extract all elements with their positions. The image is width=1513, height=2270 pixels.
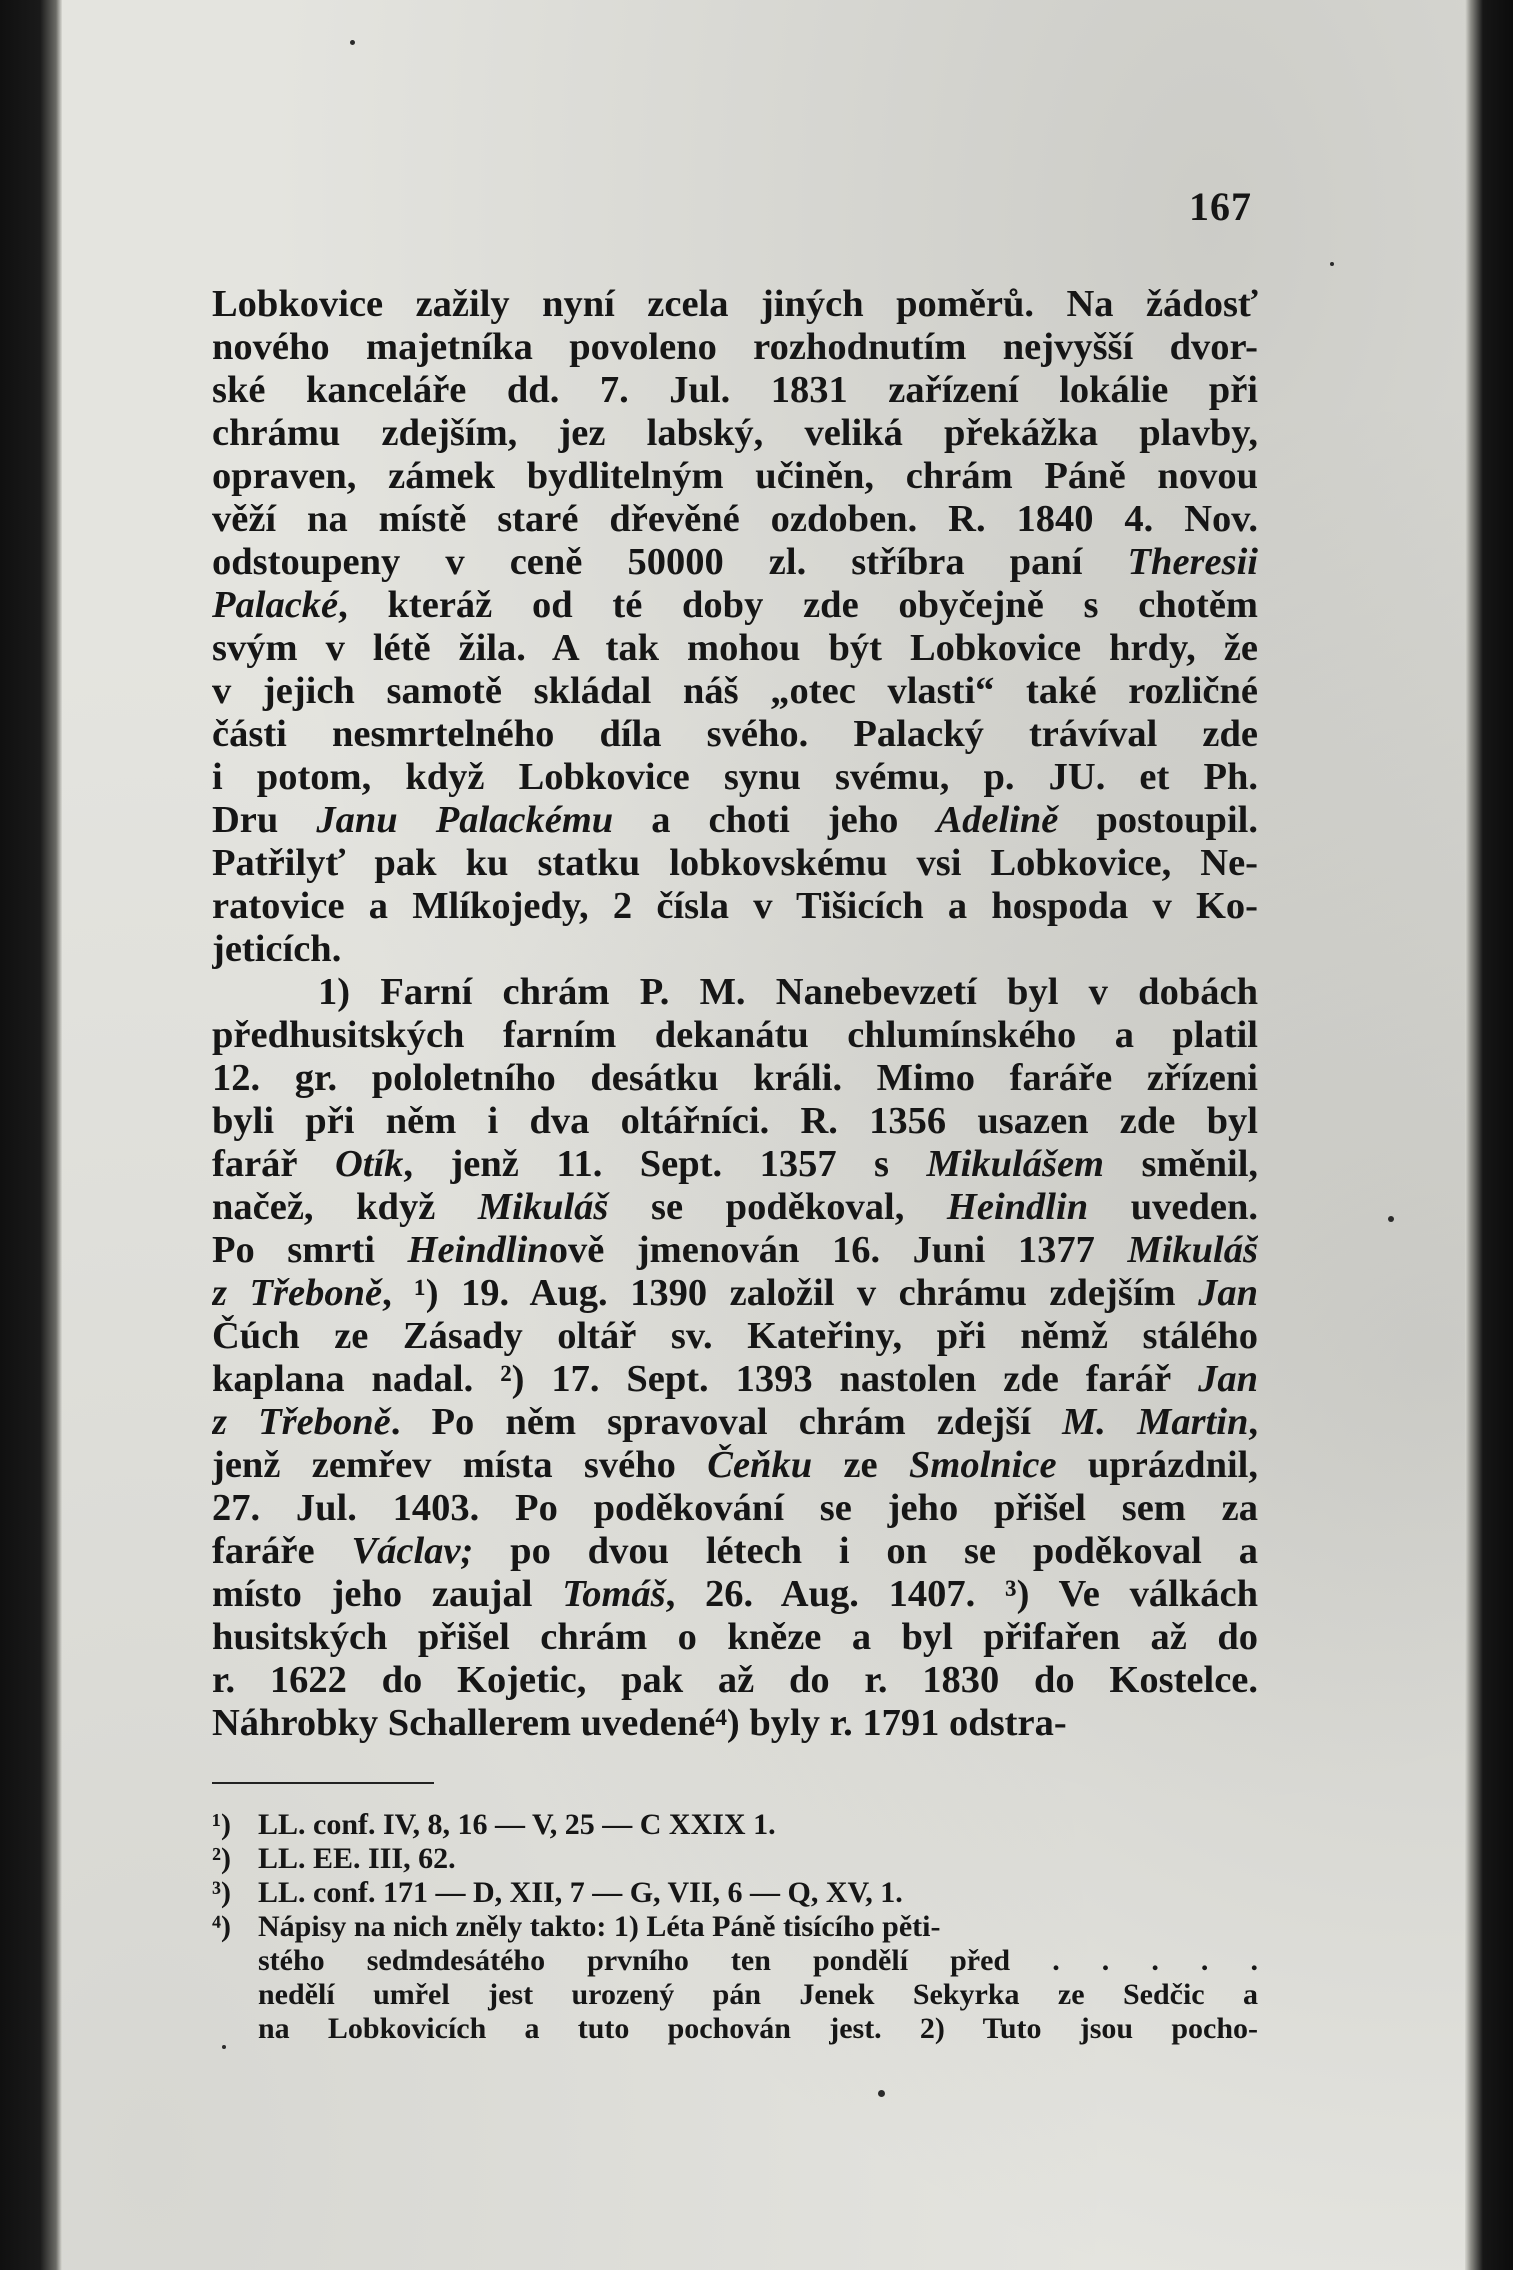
footnote (212, 1876, 1258, 1910)
binding-shadow-left (0, 0, 62, 2270)
footnote-mark: ²) (212, 1842, 231, 1875)
text-line: faráře Václav; po dvou létech i on se poděkoval a (212, 1530, 1258, 1572)
footnote-separator-rule (212, 1782, 434, 1784)
text-line: ratovice a Mlíkojedy, 2 čísla v Tišicích a hospoda v Ko- (212, 885, 1258, 927)
text-line: nového majetníka povoleno rozhodnutím nejvyšší dvor- (212, 326, 1258, 368)
text-line: Palacké, kteráž od té doby zde obyčejně s chotěm (212, 584, 1258, 626)
ink-speck (350, 40, 355, 45)
footnote-text: LL. conf. 171 — D, XII, 7 — G, VII, 6 — Q, XV, 1. (258, 1876, 903, 1909)
text-line: předhusitských farním dekanátu chlumínského a platil (212, 1014, 1258, 1056)
footnote (212, 1808, 1258, 1842)
page-edge-shadow-right (1465, 0, 1513, 2270)
footnote-mark: ⁴) (212, 1910, 231, 1943)
footnote (212, 1842, 1258, 1876)
text-line: Po smrti Heindlinově jmenován 16. Juni 1377 Mikuláš (212, 1229, 1258, 1271)
text-line: husitských přišel chrám o kněze a byl přifařen až do (212, 1616, 1258, 1658)
text-line: z Třeboně, ¹) 19. Aug. 1390 založil v chrámu zdejším Jan (212, 1272, 1258, 1314)
text-line: Čúch ze Zásady oltář sv. Kateřiny, při němž stálého (212, 1315, 1258, 1357)
text-line: Dru Janu Palackému a choti jeho Adelině postoupil. (212, 799, 1258, 841)
text-line: jenž zemřev místa svého Čeňku ze Smolnice uprázdnil, (212, 1444, 1258, 1486)
text-line: ské kanceláře dd. 7. Jul. 1831 zařízení lokálie při (212, 369, 1258, 411)
footnote-continuation-line: na Lobkovicích a tuto pochován jest. 2) Tuto jsou pocho- (258, 2012, 1258, 2045)
footnote-text: LL. EE. III, 62. (258, 1842, 456, 1875)
ink-speck (1388, 1216, 1394, 1222)
footnote-mark: ³) (212, 1876, 231, 1909)
ink-speck (878, 2090, 885, 2097)
footnote-continuation-line: stého sedmdesátého prvního ten pondělí před . . . . . (258, 1944, 1258, 1977)
text-line: Lobkovice zažily nyní zcela jiných poměrů. Na žádosť (212, 283, 1258, 325)
text-line: věží na místě staré dřevěné ozdoben. R. 1840 4. Nov. (212, 498, 1258, 540)
footnote-text: LL. conf. IV, 8, 16 — V, 25 — C XXIX 1. (258, 1808, 776, 1841)
page-number: 167 (1189, 184, 1252, 229)
text-line: 12. gr. pololetního desátku králi. Mimo faráře zřízeni (212, 1057, 1258, 1099)
text-line: i potom, když Lobkovice synu svému, p. JU. et Ph. (212, 756, 1258, 798)
text-line: chrámu zdejším, jez labský, veliká překážka plavby, (212, 412, 1258, 454)
text-line: r. 1622 do Kojetic, pak až do r. 1830 do Kostelce. (212, 1659, 1258, 1701)
text-line: Náhrobky Schallerem uvedené⁴) byly r. 1791 odstra- (212, 1702, 1067, 1744)
footnotes (212, 1808, 1258, 2046)
text-line: místo jeho zaujal Tomáš, 26. Aug. 1407. ³) Ve válkách (212, 1573, 1258, 1615)
text-line: Patřilyť pak ku statku lobkovskému vsi Lobkovice, Ne- (212, 842, 1258, 884)
text-line: svým v létě žila. A tak mohou být Lobkovice hrdy, že (212, 627, 1258, 669)
text-line: 1) Farní chrám P. M. Nanebevzetí byl v dobách (318, 971, 1258, 1013)
footnote (212, 1910, 1258, 1944)
ink-speck (1330, 262, 1334, 266)
text-line: načež, když Mikuláš se poděkoval, Heindlin uveden. (212, 1186, 1258, 1228)
footnote-continuation-line: nedělí umřel jest urozený pán Jenek Sekyrka ze Sedčic a (258, 1978, 1258, 2011)
text-line: opraven, zámek bydlitelným učiněn, chrám Páně novou (212, 455, 1258, 497)
text-line: z Třeboně. Po něm spravoval chrám zdejší M. Martin, (212, 1401, 1258, 1443)
text-line: v jejich samotě skládal náš „otec vlasti“ také rozličné (212, 670, 1258, 712)
text-line: jeticích. (212, 928, 342, 970)
footnote-mark: ¹) (212, 1808, 231, 1841)
text-line: odstoupeny v ceně 50000 zl. stříbra paní Theresii (212, 541, 1258, 583)
footnote-text: Nápisy na nich zněly takto: 1) Léta Páně tisícího pěti- (258, 1910, 941, 1943)
body-text (212, 283, 1258, 1751)
text-line: části nesmrtelného díla svého. Palacký trávíval zde (212, 713, 1258, 755)
text-line: 27. Jul. 1403. Po poděkování se jeho přišel sem za (212, 1487, 1258, 1529)
text-line: byli při něm i dva oltářníci. R. 1356 usazen zde byl (212, 1100, 1258, 1142)
text-line: kaplana nadal. ²) 17. Sept. 1393 nastolen zde farář Jan (212, 1358, 1258, 1400)
text-line: farář Otík, jenž 11. Sept. 1357 s Mikulášem směnil, (212, 1143, 1258, 1185)
